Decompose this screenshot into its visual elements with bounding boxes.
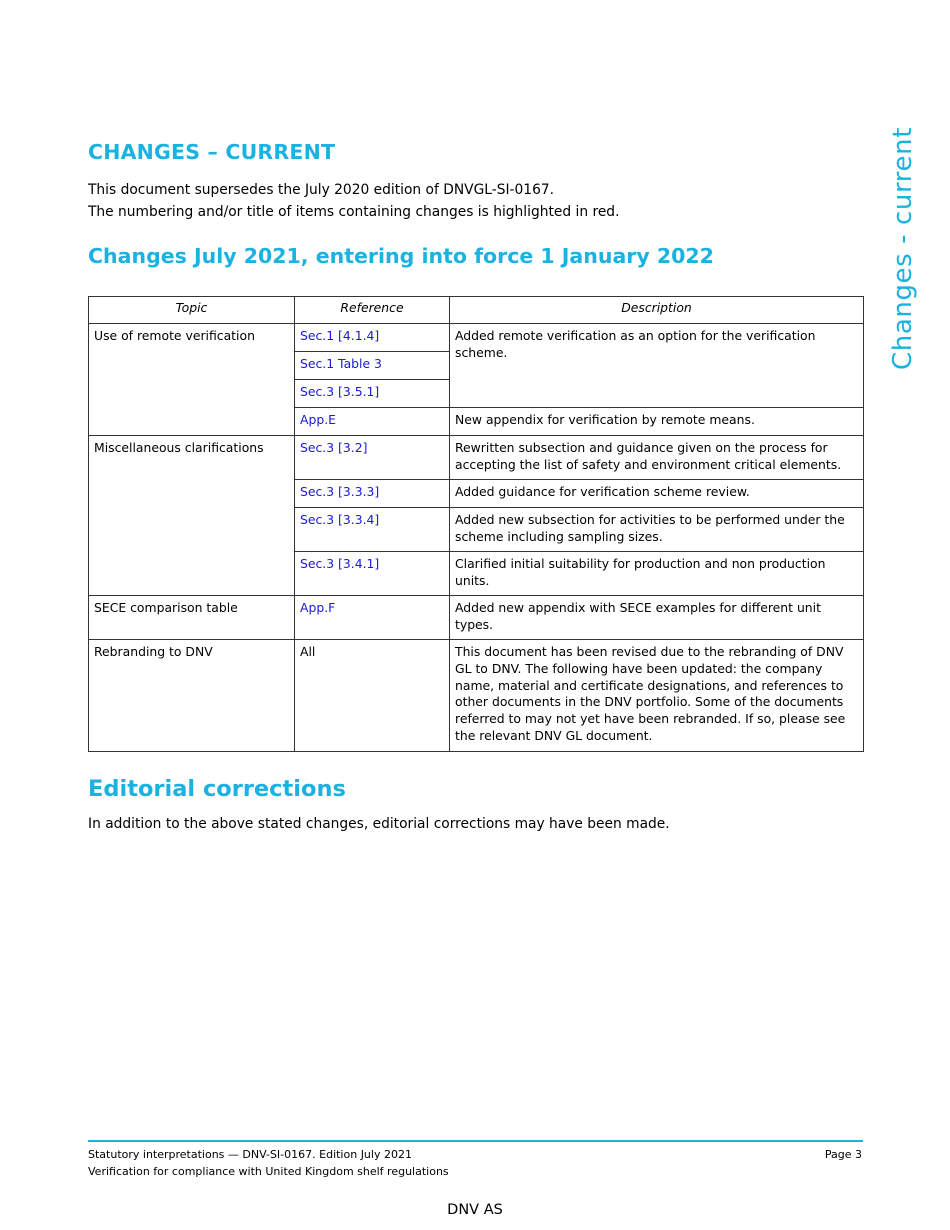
company-name: DNV AS bbox=[447, 1202, 503, 1218]
topic-cell: Use of remote verification bbox=[89, 324, 295, 436]
table-row bbox=[89, 324, 864, 352]
reference-link[interactable]: App.E bbox=[295, 408, 450, 436]
footer-info bbox=[88, 1146, 449, 1180]
table-row bbox=[89, 640, 864, 752]
header-description: Description bbox=[450, 297, 864, 324]
description-cell: New appendix for verification by remote means. bbox=[450, 408, 864, 436]
description-cell: This document has been revised due to the rebranding of DNV GL to DNV. The following have been updated: the company name, material and certificate designations, and references to other documents in the DNV portfolio. Some of the documents referred to may not yet have been rebranded. If so, please see the relevant DNV GL document. bbox=[450, 640, 864, 752]
reference-link[interactable]: App.F bbox=[295, 596, 450, 640]
topic-cell: SECE comparison table bbox=[89, 596, 295, 640]
page-heading: CHANGES – CURRENT bbox=[88, 140, 336, 164]
description-cell: Clarified initial suitability for production and non production units. bbox=[450, 552, 864, 596]
topic-cell: Rebranding to DNV bbox=[89, 640, 295, 752]
intro-line-1: This document supersedes the July 2020 edition of DNVGL-SI-0167. bbox=[88, 182, 555, 198]
reference-link[interactable]: Sec.3 [3.4.1] bbox=[295, 552, 450, 596]
reference-link[interactable]: Sec.1 [4.1.4] bbox=[295, 324, 450, 352]
reference-link[interactable]: Sec.3 [3.3.4] bbox=[295, 508, 450, 552]
table-header-row bbox=[89, 297, 864, 324]
header-reference: Reference bbox=[295, 297, 450, 324]
reference-link[interactable]: Sec.3 [3.5.1] bbox=[295, 380, 450, 408]
footer-line-2: Verification for compliance with United Kingdom shelf regulations bbox=[88, 1165, 449, 1178]
page-number: Page 3 bbox=[824, 1148, 862, 1161]
reference-link[interactable]: Sec.3 [3.2] bbox=[295, 436, 450, 480]
editorial-title: Editorial corrections bbox=[88, 776, 346, 802]
section-title: Changes July 2021, entering into force 1 January 2022 bbox=[88, 244, 714, 268]
description-cell: Added new appendix with SECE examples for different unit types. bbox=[450, 596, 864, 640]
topic-cell: Miscellaneous clarifications bbox=[89, 436, 295, 596]
reference-text: All bbox=[295, 640, 450, 752]
sidebar-label: Changes - current bbox=[888, 127, 918, 370]
reference-link[interactable]: Sec.1 Table 3 bbox=[295, 352, 450, 380]
intro-text bbox=[88, 180, 619, 223]
description-cell: Added new subsection for activities to be performed under the scheme including sampling sizes. bbox=[450, 508, 864, 552]
description-cell: Added remote verification as an option for the verification scheme. bbox=[450, 324, 864, 408]
reference-link[interactable]: Sec.3 [3.3.3] bbox=[295, 480, 450, 508]
description-cell: Rewritten subsection and guidance given on the process for accepting the list of safety and environment critical elements. bbox=[450, 436, 864, 480]
changes-table bbox=[88, 296, 864, 752]
header-topic: Topic bbox=[89, 297, 295, 324]
footer-line-1: Statutory interpretations — DNV-SI-0167. Edition July 2021 bbox=[88, 1148, 412, 1161]
table-row bbox=[89, 596, 864, 640]
intro-line-2: The numbering and/or title of items containing changes is highlighted in red. bbox=[88, 203, 620, 220]
table-row bbox=[89, 436, 864, 480]
footer-divider bbox=[88, 1140, 863, 1142]
description-cell: Added guidance for verification scheme review. bbox=[450, 480, 864, 508]
editorial-text: In addition to the above stated changes, editorial corrections may have been made. bbox=[88, 816, 670, 832]
